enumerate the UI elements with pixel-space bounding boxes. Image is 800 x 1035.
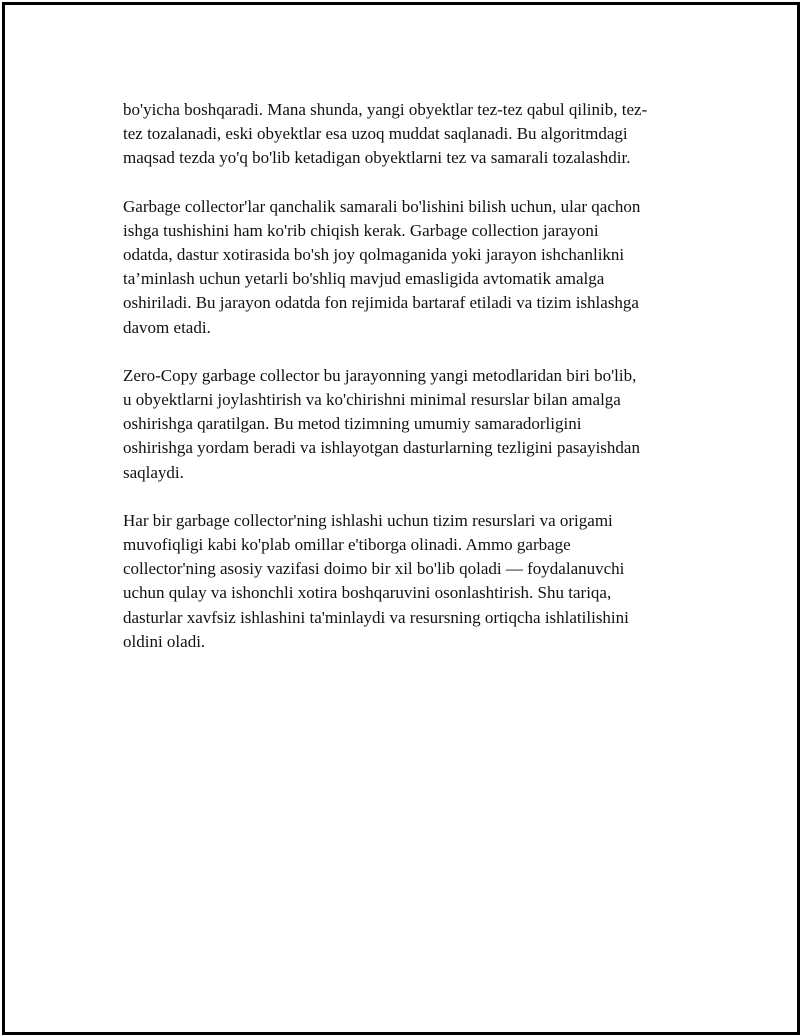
paragraph-3: Zero-Copy garbage collector bu jarayonning yangi metodlaridan biri bo'lib, u obyektlarni joylashtirish va ko'chirishni minimal resurslar bilan amalga oshirishga qaratilgan. Bu metod tizimning umumiy samaradorligini oshirishga yordam beradi va ishlayotgan dasturlarning tezligini pasayishdan saqlaydi. bbox=[123, 365, 640, 482]
paragraph-2: Garbage collector'lar qanchalik samarali bo'lishini bilish uchun, ular qachon ishga tushishini ham ko'rib chiqish kerak. Garbage collection jarayoni odatda, dastur xotirasida bo'sh joy qolmaganida yoki jarayon ishchanlikni ta’minlash uchun yetarli bo'shliq mavjud emasligida avtomatik amalga oshiriladi. Bu jarayon odatda fon rejimida bartaraf etiladi va tizim ishlashga davom etadi. bbox=[123, 196, 641, 337]
document-body bbox=[123, 98, 695, 678]
paragraph-4: Har bir garbage collector'ning ishlashi uchun tizim resurslari va origami muvofiqligi kabi ko'plab omillar e'tiborga olinadi. Ammo garbage collector'ning asosiy vazifasi doimo bir xil bo'lib qoladi — foydalanuvchi uchun qulay va ishonchli xotira boshqaruvini osonlashtirish. Shu tariqa, dasturlar xavfsiz ishlashini ta'minlaydi va resursning ortiqcha ishlatilishini oldini oladi. bbox=[123, 510, 629, 651]
paragraph-1: bo'yicha boshqaradi. Mana shunda, yangi obyektlar tez-tez qabul qilinib, tez- tez tozalanadi, eski obyektlar esa uzoq muddat saqlanadi. Bu algoritmdagi maqsad tezda yo'q bo'lib ketadigan obyektlarni tez va samarali tozalashdir. bbox=[123, 100, 648, 168]
page-frame bbox=[2, 2, 800, 1035]
